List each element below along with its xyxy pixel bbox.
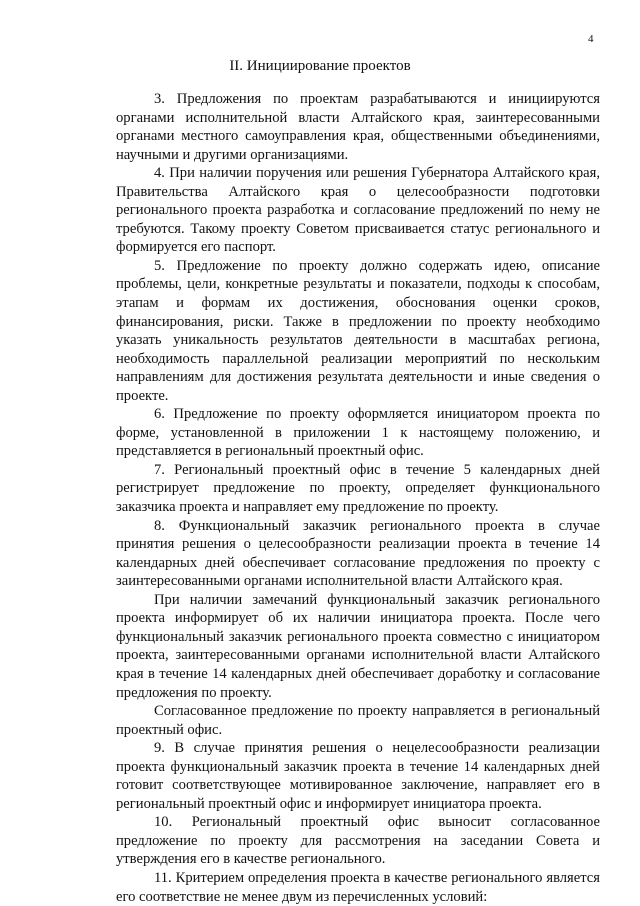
paragraph-8-approved: Согласованное предложение по проекту направляется в региональный проектный офис. xyxy=(116,703,600,738)
paragraph-5: 5. Предложение по проекту должно содержать идею, описание проблемы, цели, конкретные результаты и показатели, подходы к способам, этапам и формам их достижения, обоснования оценки сроков, финансирования, риски. Также в предложении по проекту необходимо указать уникальность результатов деятельности в масштабах региона, необходимость параллельной реализации мероприятий по нескольким направлениям для достижения результата деятельности и иные сведения о проекте. xyxy=(116,257,600,404)
paragraph-9: 9. В случае принятия решения о нецелесообразности реализации проекта функциональный заказчик проекта в течение 14 календарных дней готовит соответствующее мотивированное заключение, направляет его в региональный проектный офис и информирует инициатора проекта. xyxy=(116,740,600,812)
paragraph-8: 8. Функциональный заказчик регионального проекта в случае принятия решения о целесообразности реализации проекта в течение 14 календарных дней обеспечивает согласование предложения по проекту с заинтересованными органами исполнительной власти Алтайского края. xyxy=(116,517,600,590)
paragraph-10: 10. Региональный проектный офис выносит согласованное предложение по проекту для рассмотрения на заседании Совета и утверждения его в качестве регионального. xyxy=(116,814,600,868)
page-number: 4 xyxy=(588,33,594,45)
paragraph-8-remarks: При наличии замечаний функциональный заказчик регионального проекта информирует об их наличии инициатора проекта. После чего функциональный заказчик регионального проекта совместно с инициатором проекта, заинтересованными органами исполнительной власти Алтайского края в течение 14 календарных дней обеспечивает доработку и согласование предложения по проекту. xyxy=(116,591,600,701)
paragraph-4: 4. При наличии поручения или решения Губернатора Алтайского края, Правительства Алтайского края о целесообразности подготовки регионального проекта разработка и согласование предложений по нему не требуются. Такому проекту Советом присваивается статус регионального и формируется его паспорт. xyxy=(116,165,600,256)
paragraph-3: 3. Предложения по проектам разрабатываются и инициируются органами исполнительной власти Алтайского края, заинтересованными органами местного самоуправления края, общественными объединениями, научными и другими организациями. xyxy=(116,91,600,163)
section-title: II. Инициирование проектов xyxy=(229,58,411,74)
paragraph-7: 7. Региональный проектный офис в течение 5 календарных дней регистрирует предложение по проекту, определяет функционального заказчика проекта и направляет ему предложение по проекту. xyxy=(116,461,600,516)
paragraph-11: 11. Критерием определения проекта в качестве регионального является его соответствие не менее двум из перечисленных условий: xyxy=(116,869,600,905)
document-body xyxy=(116,90,600,906)
paragraph-6: 6. Предложение по проекту оформляется инициатором проекта по форме, установленной в приложении 1 к настоящему положению, и представляется в региональный проектный офис. xyxy=(116,406,600,460)
